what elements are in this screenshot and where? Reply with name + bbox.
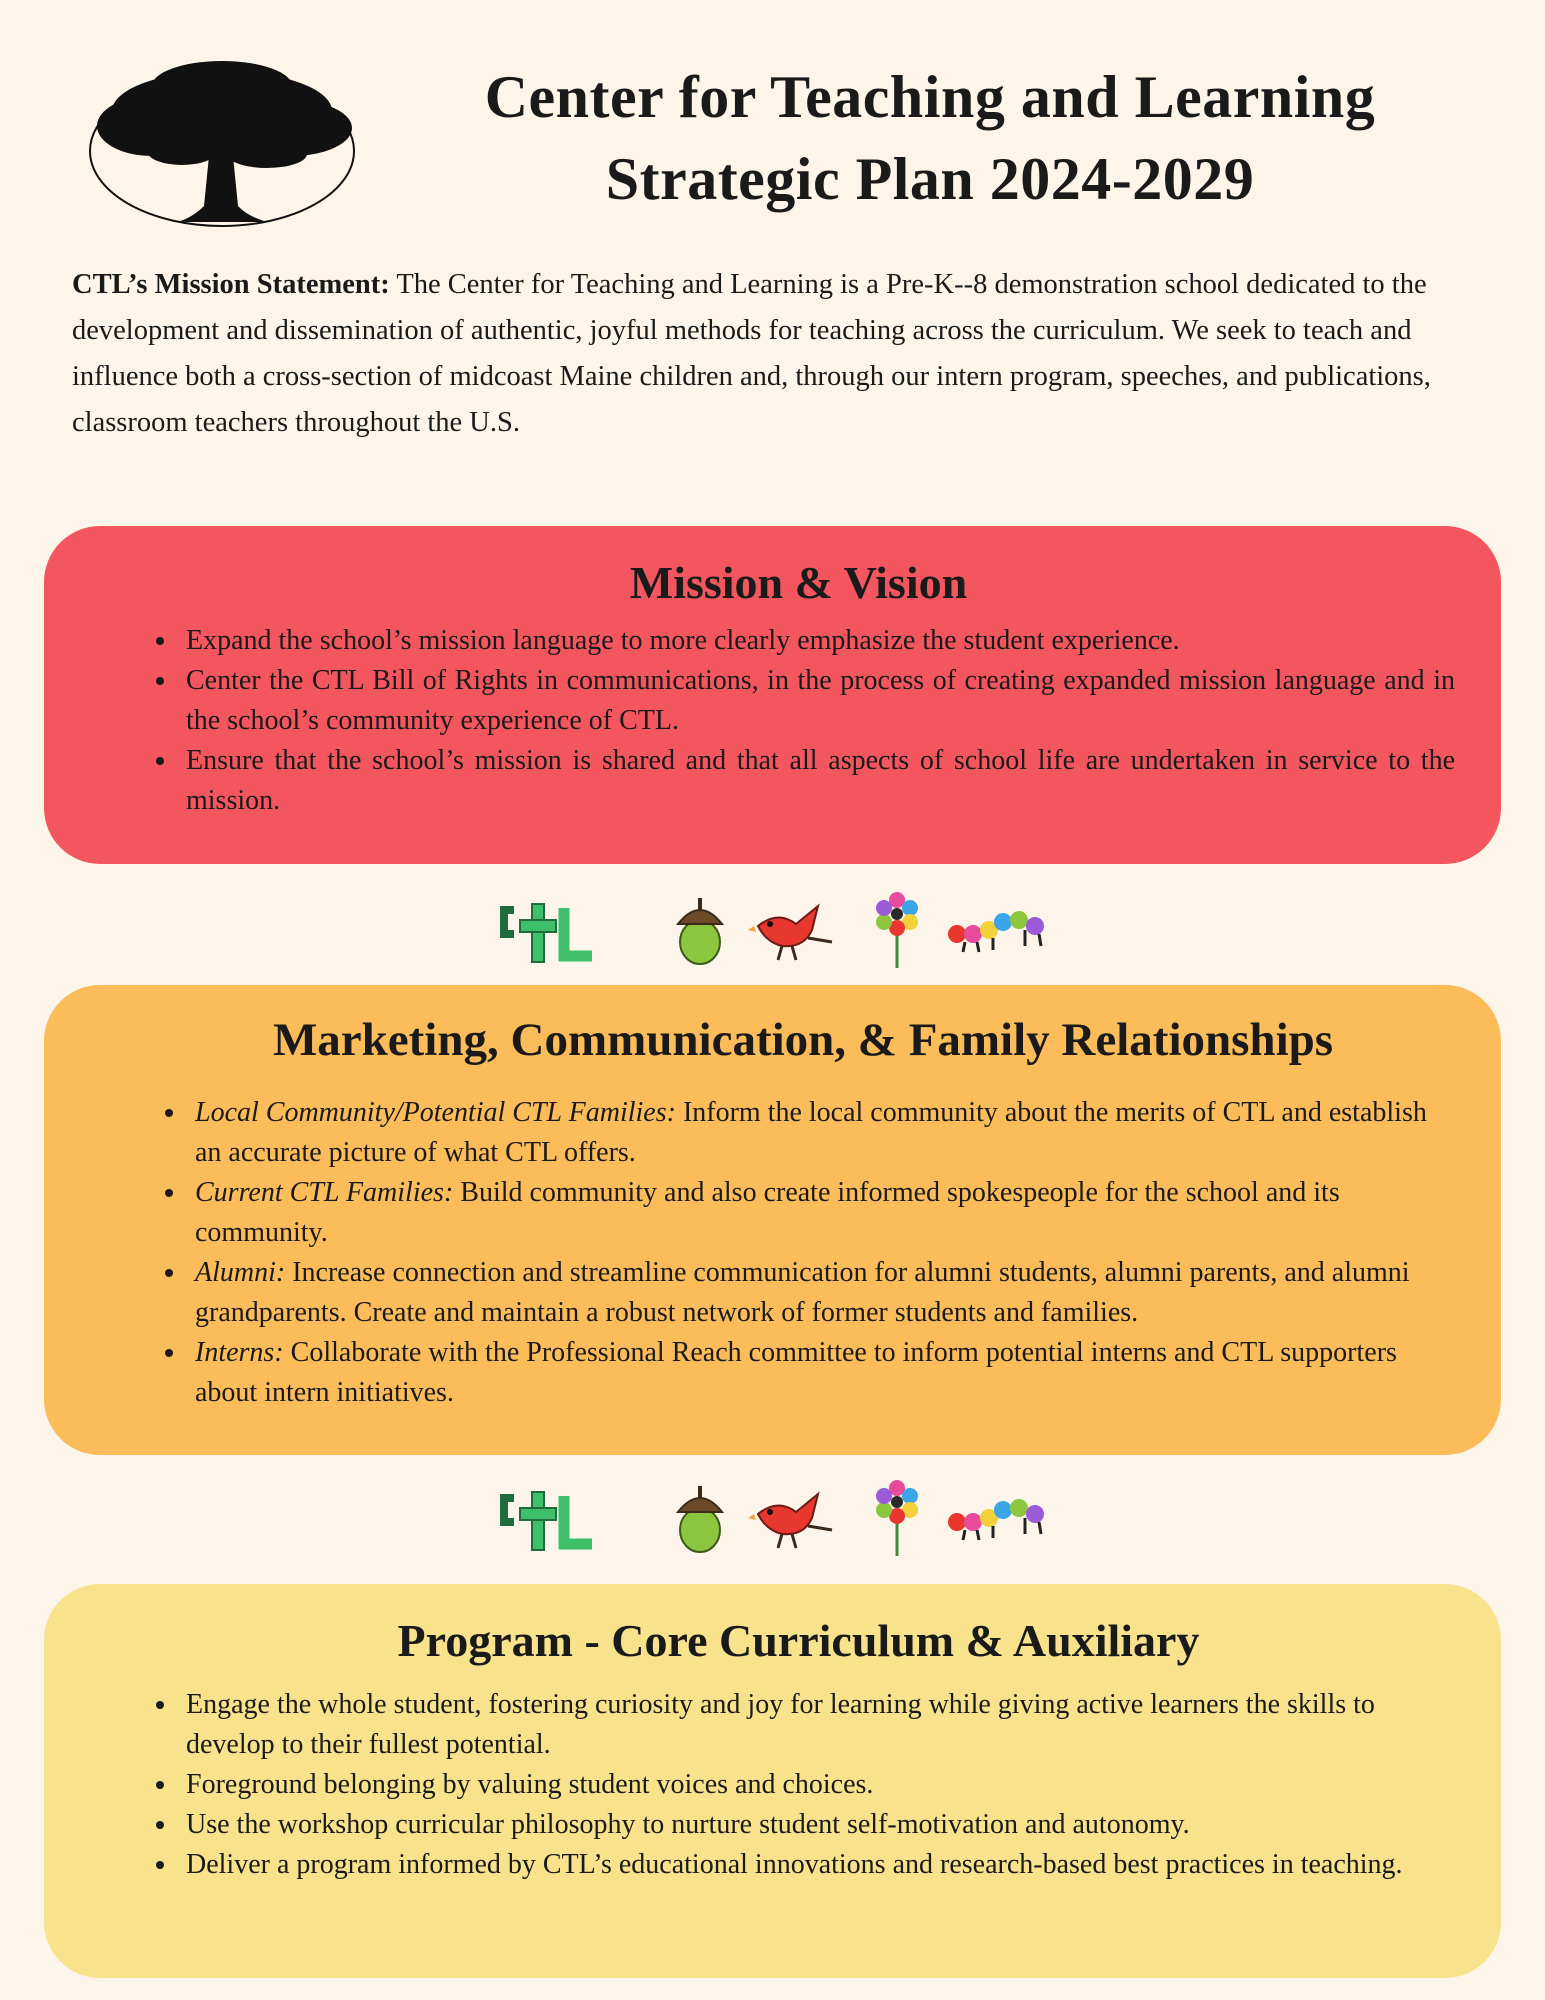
list-item-text: Increase connection and streamline communication for alumni students, alumni parents, and alumni grandparents. Create and maintain a robust network of former students and families. [195,1257,1410,1328]
mission-vision-card [44,526,1501,864]
section-list [142,1685,1455,1885]
caterpillar-icon [945,890,1055,970]
list-item: Engage the whole student, fostering curiosity and joy for learning while giving active learners the skills to develop to their fullest potential. [142,1685,1455,1765]
decoration-row [490,890,1060,970]
list-item: Foreground belonging by valuing student voices and choices. [142,1765,1455,1805]
list-item-label: Alumni: [195,1257,286,1288]
flower-icon [872,890,922,970]
marketing-card [44,985,1501,1455]
list-item: Ensure that the school’s mission is shared and that all aspects of school life are undertaken in service to the mission. [142,741,1455,821]
decoration-row [490,1478,1060,1558]
section-list [142,621,1455,821]
acorn-icon [670,890,730,970]
list-item: Use the workshop curricular philosophy to nurture student self-motivation and autonomy. [142,1805,1455,1845]
page-title [380,56,1480,220]
list-item-text: Collaborate with the Professional Reach committee to inform potential interns and CTL supporters about intern initiatives. [195,1337,1397,1408]
flower-icon [872,1478,922,1558]
program-card [44,1584,1501,1978]
list-item: Center the CTL Bill of Rights in communications, in the process of creating expanded mission language and in the school’s community experience of CTL. [142,661,1455,741]
oak-tree-logo-icon [82,56,372,236]
list-item: Expand the school’s mission language to more clearly emphasize the student experience. [142,621,1455,661]
list-item-label: Local Community/Potential CTL Families: [195,1097,676,1128]
list-item-text: Inform the local community about the merits of CTL and establish an accurate picture of what CTL offers. [195,1097,1427,1168]
section-title: Mission & Vision [629,557,968,608]
list-item [151,1173,1455,1253]
section-title: Program - Core Curriculum & Auxiliary [397,1615,1200,1666]
page-header [0,0,1545,250]
list-item: Deliver a program informed by CTL’s educational innovations and research-based best practices in teaching. [142,1845,1455,1885]
section-title: Marketing, Communication, & Family Relationships [272,1014,1334,1066]
title-line-1: Center for Teaching and Learning [484,64,1376,130]
red-bird-icon [748,1478,838,1558]
list-item [151,1333,1455,1413]
ctl-letters-icon [496,890,596,970]
list-item-label: Interns: [195,1337,284,1368]
list-item [151,1093,1455,1173]
mission-statement [72,262,1472,446]
caterpillar-icon [945,1478,1055,1558]
acorn-icon [670,1478,730,1558]
mission-statement-text: The Center for Teaching and Learning is a Pre-K--8 demonstration school dedicated to the development and dissemination of authentic, joyful methods for teaching across the curriculum. We seek to teach and influence both a cross-section of midcoast Maine children and, through our intern program, speeches, and publications, classroom teachers throughout the U.S. [72,269,1431,438]
title-line-2: Strategic Plan 2024-2029 [605,146,1255,212]
section-list [151,1093,1455,1413]
list-item-label: Current CTL Families: [195,1177,454,1208]
ctl-letters-icon [496,1478,596,1558]
list-item [151,1253,1455,1333]
mission-statement-label: CTL’s Mission Statement: [72,269,390,300]
list-item-text: Build community and also create informed spokespeople for the school and its community. [195,1177,1340,1248]
red-bird-icon [748,890,838,970]
